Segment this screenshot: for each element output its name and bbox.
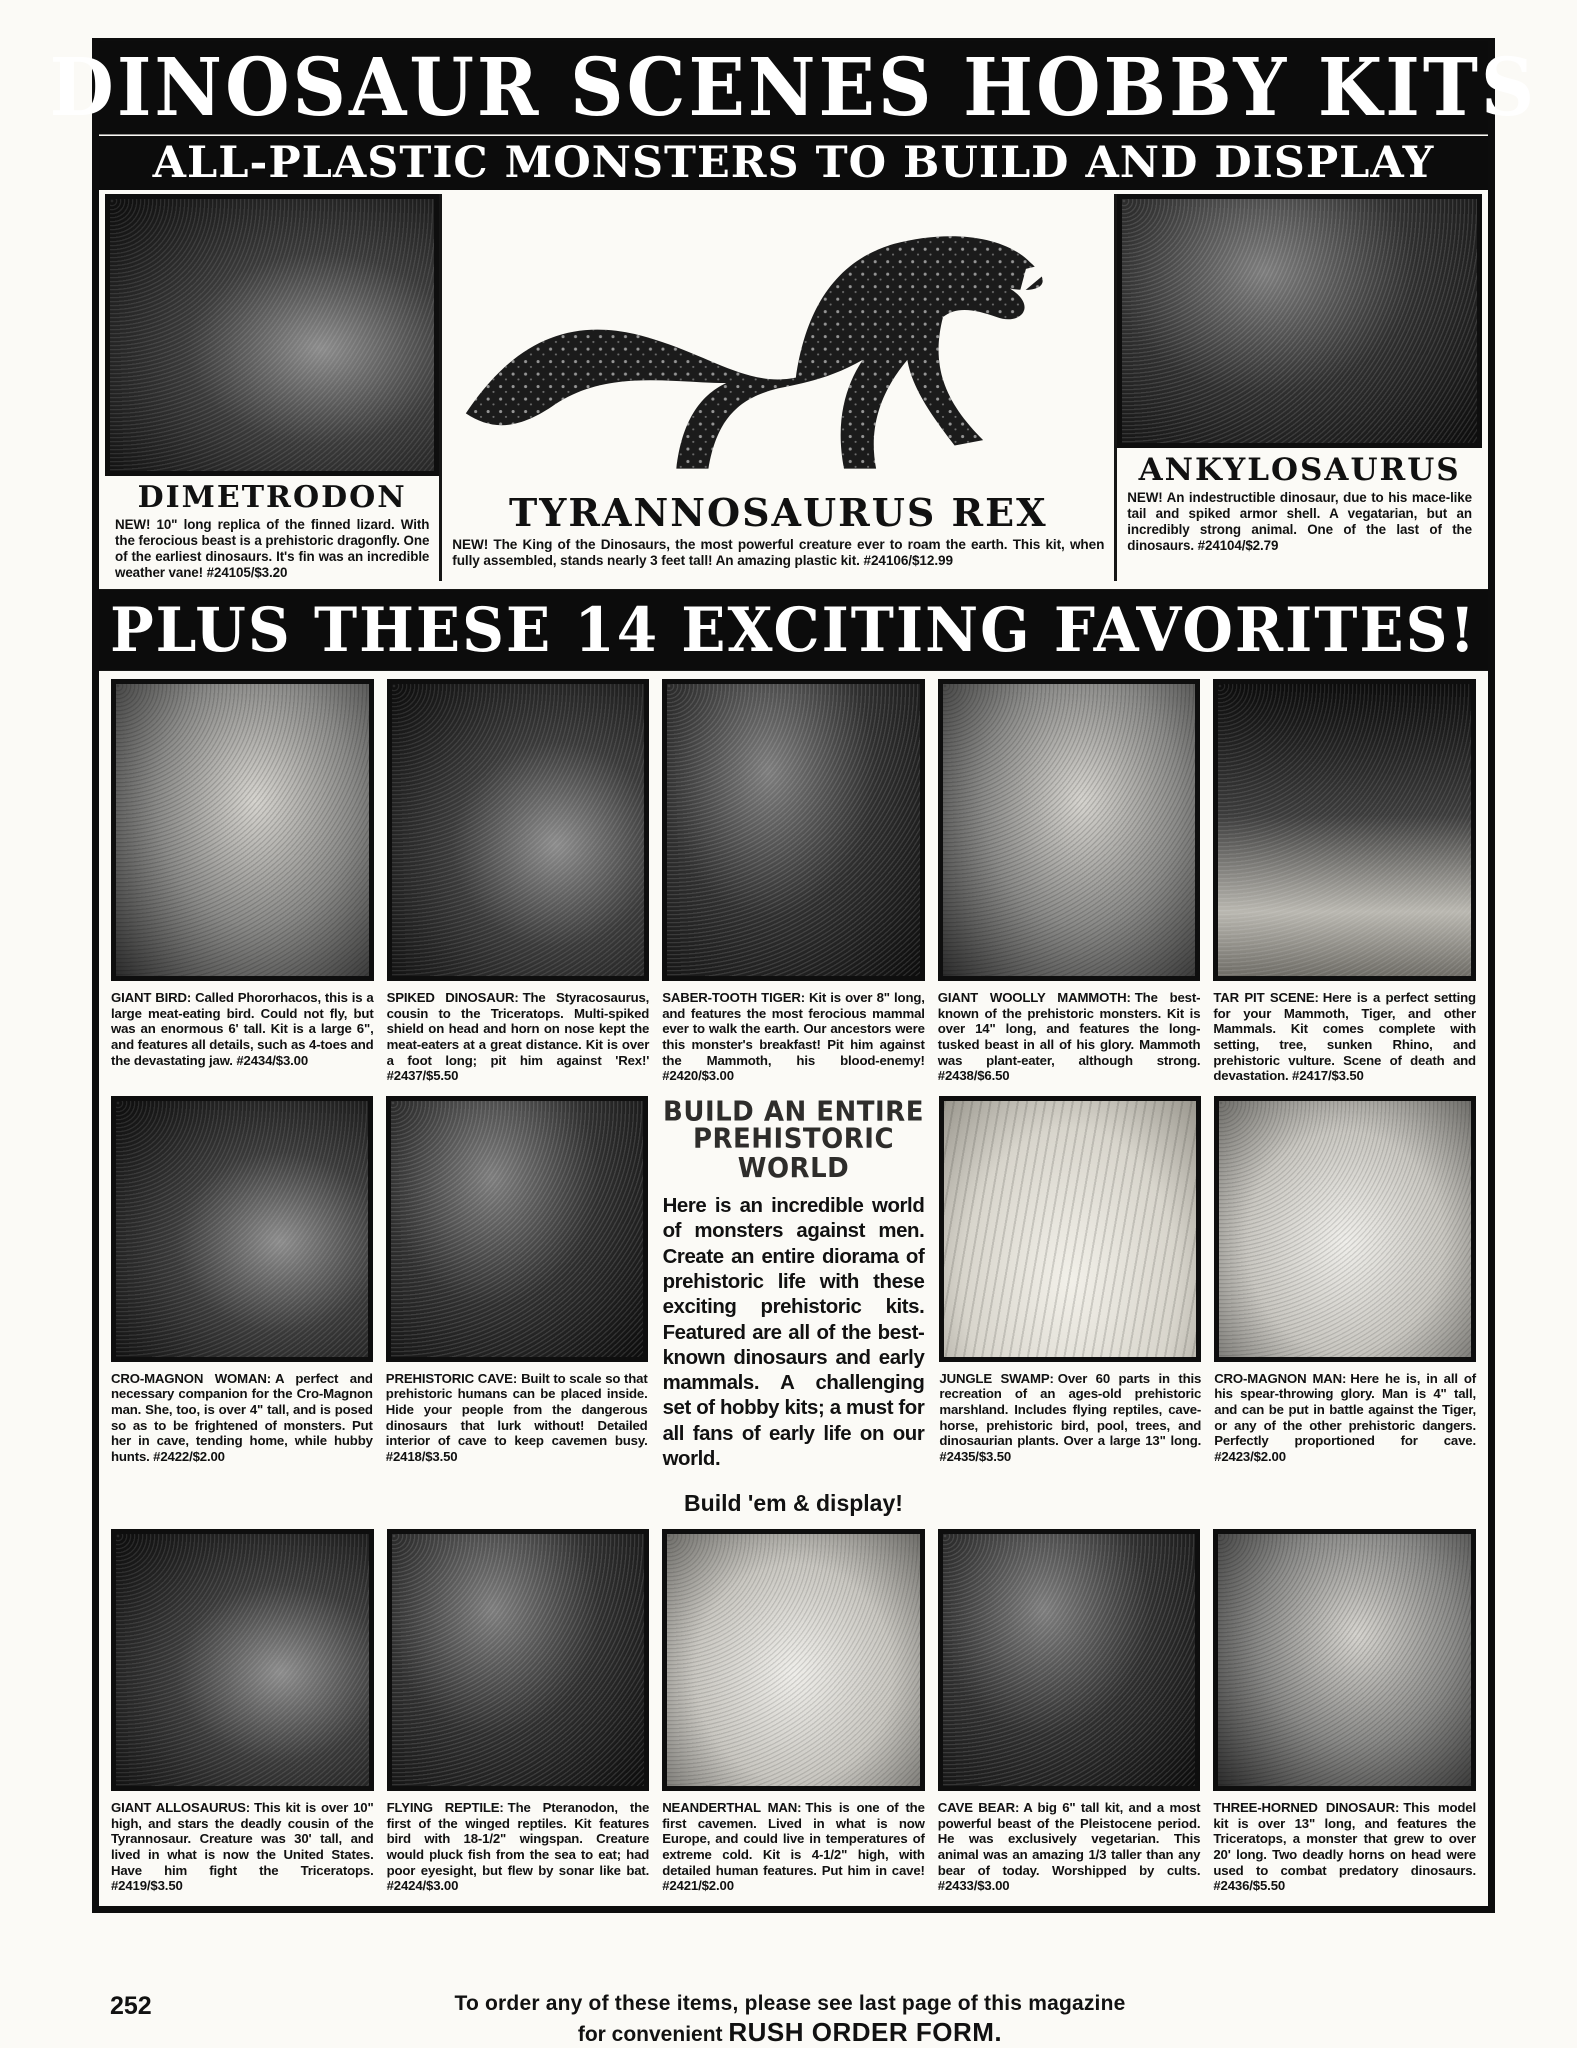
giant-allosaurus-name: GIANT ALLOSAURUS:: [111, 1800, 251, 1816]
product-cave-bear: [938, 1529, 1201, 1893]
cro-magnon-woman-photo: [111, 1096, 373, 1362]
giant-allosaurus-photo: [111, 1529, 374, 1791]
product-giant-allosaurus: [111, 1529, 374, 1893]
cro-magnon-woman-description: [111, 1371, 373, 1464]
saber-tooth-tiger-name: SABER-TOOTH TIGER:: [662, 990, 805, 1006]
page-number: 252: [110, 1992, 152, 2020]
favorites-row-2: [111, 1096, 1476, 1518]
three-horned-dinosaur-name: THREE-HORNED DINOSAUR:: [1213, 1800, 1400, 1816]
cro-magnon-woman-text: A perfect and necessary companion for the Cro-Magnon man. She, too, is over 4" tall, and is posed so as to be frightened of monsters. Put her in cave, tending home, while hubby hunts. #2422/$2.00: [111, 1370, 373, 1464]
product-saber-tooth-tiger: [662, 679, 925, 1083]
product-cro-magnon-woman: [111, 1096, 373, 1518]
tyrannosaurus-silhouette-art: [448, 198, 1108, 486]
prehistoric-cave-text: Built to scale so that prehistoric humans can be placed inside. Hide your people from the dangerous dinosaurs that lurk without! Detailed interior of cave to keep cavemen busy. #2418/$3.50: [385, 1370, 648, 1464]
flying-reptile-description: [387, 1800, 650, 1893]
promo-title-line1: BUILD AN ENTIRE: [663, 1096, 924, 1128]
product-spiked-dinosaur: [387, 679, 650, 1083]
order-instructions-line1: To order any of these items, please see last page of this magazine: [454, 1992, 1126, 2015]
flying-reptile-text: The Pteranodon, the first of the winged reptiles. Kit features bird with 18-1/2" wingspan. Creature would pluck fish from the sea to eat; had poor eyesight, but flew by sonar like bat. #2424/$3.00: [386, 1800, 650, 1894]
cave-bear-description: [938, 1800, 1201, 1893]
order-instructions-line2: [200, 2017, 1380, 2048]
neanderthal-man-name: NEANDERTHAL MAN:: [662, 1800, 802, 1816]
favorites-grid: [99, 669, 1488, 1905]
woolly-mammoth-name: GIANT WOOLLY MAMMOTH:: [937, 990, 1131, 1006]
rush-order-form-text: RUSH ORDER FORM.: [728, 2017, 1003, 2047]
tar-pit-scene-description: [1213, 990, 1476, 1083]
product-neanderthal-man: [662, 1529, 925, 1893]
page-footer: [92, 1992, 1488, 2048]
jungle-swamp-name: JUNGLE SWAMP:: [939, 1370, 1054, 1386]
giant-bird-description: [111, 990, 374, 1068]
neanderthal-man-description: [662, 1800, 925, 1893]
ankylosaurus-title: ANKYLOSAURUS: [1138, 452, 1461, 488]
woolly-mammoth-photo: [938, 679, 1201, 981]
ankylosaurus-description: NEW! An indestructible dinosaur, due to his mace-like tail and spiked armor shell. A vegatarian, but an incredibly strong animal. One of the last of the dinosaurs. #24104/$2.79: [1127, 490, 1472, 554]
main-title-banner: [49, 41, 1538, 135]
cave-bear-name: CAVE BEAR:: [937, 1800, 1020, 1816]
giant-bird-text: Called Phororhacos, this is a large meat-eating bird. Could not fly, but was an enormous 6' tall. Kit is a large 6", and features all details, such as 4-toes and the devastating jaw. #2434/$3.00: [111, 990, 374, 1068]
product-woolly-mammoth: [938, 679, 1201, 1083]
product-three-horned-dinosaur: [1213, 1529, 1476, 1893]
favorites-row-3: [111, 1529, 1476, 1893]
saber-tooth-tiger-photo: [662, 679, 925, 981]
featured-tyrannosaurus: [439, 194, 1117, 581]
giant-bird-photo: [111, 679, 374, 981]
spiked-dinosaur-name: SPIKED DINOSAUR:: [386, 990, 519, 1006]
three-horned-dinosaur-text: This model kit is over 13" long, and features the Triceratops, a monster that grew to over 20' long. Two deadly horns on head were used to combat predatory dinosaurs. #2436/$5.50: [1213, 1800, 1476, 1894]
favorites-row-1: [111, 679, 1476, 1083]
jungle-swamp-text: Over 60 parts in this recreation of an ages-old prehistoric marshland. Includes flying reptiles, cave-horse, prehistoric bird, pool, trees, and dinosaurian plants. Over a large 13" long. #2435/$3.50: [939, 1370, 1202, 1464]
giant-allosaurus-text: This kit is over 10" high, and stars the deadly cousin of the Tyrannosaur. Creature was 30' tall, and lived in what is now the United States. Have him fight the Triceratops. #2419/$3.50: [111, 1800, 374, 1894]
product-cro-magnon-man: [1214, 1096, 1476, 1518]
cro-magnon-woman-name: CRO-MAGNON WOMAN:: [111, 1370, 271, 1386]
prehistoric-cave-photo: [386, 1096, 648, 1362]
promo-title-line2: PREHISTORIC WORLD: [692, 1123, 895, 1185]
order-instructions: [200, 1992, 1380, 2048]
favorites-banner: [99, 589, 1488, 671]
neanderthal-man-photo: [662, 1529, 925, 1791]
prehistoric-cave-name: PREHISTORIC CAVE:: [385, 1370, 518, 1386]
flying-reptile-name: FLYING REPTILE:: [386, 1800, 504, 1816]
tyrannosaurus-description: NEW! The King of the Dinosaurs, the most powerful creature ever to roam the earth. This kit, when fully assembled, stands nearly 3 feet tall! An amazing plastic kit. #24106/$12.99: [452, 537, 1105, 569]
dimetrodon-title: DIMETRODON: [137, 480, 407, 515]
prehistoric-world-promo: [661, 1096, 927, 1518]
three-horned-dinosaur-description: [1213, 1800, 1476, 1893]
jungle-swamp-photo: [939, 1096, 1201, 1362]
cave-bear-text: A big 6" tall kit, and a most powerful beast of the Pleistocene period. He was exclusively vegetarian. This animal was an amazing 1/3 taller than any bear of today. Worshipped by cults. #2433/$3.00: [937, 1800, 1201, 1894]
promo-call-to-action: Build 'em & display!: [684, 1490, 903, 1517]
cro-magnon-man-name: CRO-MAGNON MAN:: [1214, 1370, 1347, 1386]
favorites-banner-text: PLUS THESE 14 EXCITING FAVORITES!: [110, 594, 1477, 667]
neanderthal-man-text: This is one of the first cavemen. Lived in what is now Europe, and could live in temperatures of extreme cold. Kit is 4-1/2" high, with detailed human features. Put him in cave! #2421/$2.00: [662, 1800, 925, 1894]
featured-ankylosaurus: [1117, 194, 1482, 581]
spiked-dinosaur-photo: [387, 679, 650, 981]
flying-reptile-photo: [387, 1529, 650, 1791]
product-giant-bird: [111, 679, 374, 1083]
spiked-dinosaur-description: [387, 990, 650, 1083]
cro-magnon-man-description: [1214, 1371, 1476, 1464]
dimetrodon-photo: [105, 194, 439, 476]
featured-kits-section: [99, 190, 1488, 587]
subtitle-banner: [99, 136, 1488, 190]
prehistoric-cave-description: [386, 1371, 648, 1464]
tar-pit-scene-name: TAR PIT SCENE:: [1213, 990, 1319, 1006]
product-jungle-swamp: [939, 1096, 1201, 1518]
saber-tooth-tiger-description: [662, 990, 925, 1083]
order-instructions-prefix: for convenient: [577, 2023, 723, 2046]
promo-body: Here is an incredible world of monsters against men. Create an entire diorama of prehistoric life with these exciting prehistoric kits. Featured are all of the best-known dinosaurs and early mammals. A challenging set of hobby kits; a must for all fans of early life on our world.: [662, 1195, 925, 1470]
product-prehistoric-cave: [386, 1096, 648, 1518]
woolly-mammoth-description: [938, 990, 1201, 1083]
cro-magnon-man-photo: [1214, 1096, 1476, 1362]
tar-pit-scene-text: Here is a perfect setting for your Mammoth, Tiger, and other Mammals. Kit comes complete with setting, tree, sunken Rhino, and prehistoric vulture. Scene of death and devastation. #2417/$3.50: [1213, 990, 1476, 1084]
subtitle: ALL-PLASTIC MONSTERS TO BUILD AND DISPLAY: [152, 138, 1435, 188]
dimetrodon-description: NEW! 10" long replica of the finned lizard. With the ferocious beast is a prehistoric dragonfly. One of the earliest dinosaurs. It's fin was an incredible weather vane! #24105/$3.20: [115, 517, 430, 581]
ad-frame: [49, 38, 1538, 1913]
giant-allosaurus-description: [111, 1800, 374, 1893]
ankylosaurus-photo: [1117, 194, 1482, 448]
main-title: DINOSAUR SCENES HOBBY KITS: [49, 41, 1538, 135]
saber-tooth-tiger-text: Kit is over 8" long, and features the most ferocious mammal ever to walk the earth. Our ancestors were this monster's breakfast! Pit him against the Mammoth, his blood-enemy! #2420/$3.00: [662, 990, 925, 1084]
product-flying-reptile: [387, 1529, 650, 1893]
jungle-swamp-description: [939, 1371, 1201, 1464]
tyrannosaurus-illustration: [448, 194, 1108, 486]
giant-bird-name: GIANT BIRD:: [111, 990, 192, 1006]
tyrannosaurus-title: TYRANNOSAURUS REX: [509, 490, 1048, 535]
tyrannosaurus-spots-overlay: [466, 236, 1043, 468]
featured-dimetrodon: [105, 194, 439, 581]
three-horned-dinosaur-photo: [1213, 1529, 1476, 1791]
tar-pit-scene-photo: [1213, 679, 1476, 981]
product-tar-pit-scene: [1213, 679, 1476, 1083]
cro-magnon-man-text: Here he is, in all of his spear-throwing glory. Man is 4" tall, and can be put in battle against the Tiger, or any of the other prehistoric dangers. Perfectly proportioned for cave. #2423/$2.00: [1214, 1370, 1476, 1464]
cave-bear-photo: [938, 1529, 1201, 1791]
spiked-dinosaur-text: The Styracosaurus, cousin to the Triceratops. Multi-spiked shield on head and horn on nose kept the meat-eaters at a great distance. Kit is over a foot long; pit him against 'Rex!' #2437/$5.50: [386, 990, 650, 1084]
woolly-mammoth-text: The best-known of the prehistoric monsters. Kit is over 14" long, and features the long-tusked beast in all of his glory. Mammoth was plant-eater, although strong. #2438/$6.50: [937, 990, 1201, 1084]
